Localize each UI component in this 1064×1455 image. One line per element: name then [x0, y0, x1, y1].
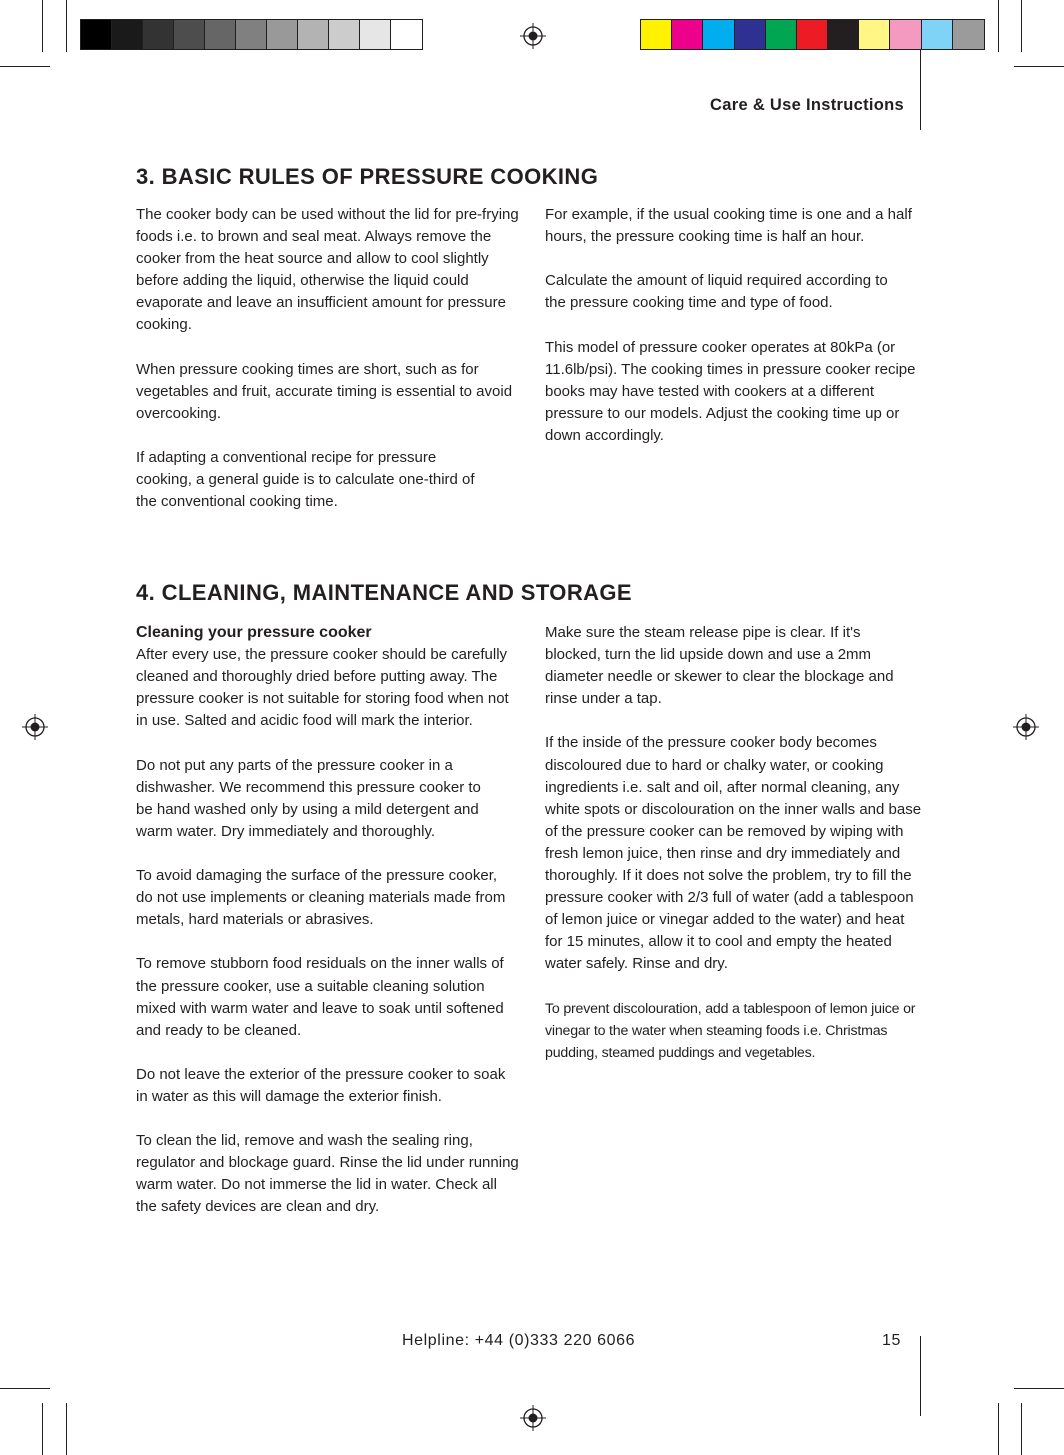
- color-swatch: [953, 20, 984, 49]
- paragraph: For example, if the usual cooking time is one and a half hours, the pressure cooking time is half an hour.: [545, 206, 912, 246]
- color-swatch: [205, 20, 236, 49]
- color-bar: [640, 19, 985, 50]
- paragraph: To avoid damaging the surface of the pressure cooker, do not use implements or cleaning materials made from metals, hard materials or abrasives.: [136, 867, 506, 929]
- color-swatch: [360, 20, 391, 49]
- registration-target-icon: [520, 1405, 546, 1431]
- crop-mark: [1021, 1403, 1022, 1455]
- paragraph: Calculate the amount of liquid required according to the pressure cooking time and type of food.: [545, 272, 888, 312]
- paragraph: Make sure the steam release pipe is clear. If it's blocked, turn the lid upside down and use a 2mm diameter needle or skewer to clear the blockage and rinse under a tap.: [545, 624, 894, 708]
- section-3-heading: 3. BASIC RULES OF PRESSURE COOKING: [136, 164, 599, 189]
- color-swatch: [672, 20, 703, 49]
- registration-target-icon: [1013, 714, 1039, 740]
- color-swatch: [391, 20, 422, 49]
- color-swatch: [859, 20, 890, 49]
- color-swatch: [735, 20, 766, 49]
- registration-target-icon: [520, 23, 546, 49]
- page-number: 15: [882, 1332, 901, 1349]
- color-swatch: [797, 20, 828, 49]
- section-4-right-column: [545, 622, 925, 1064]
- crop-mark: [998, 0, 999, 52]
- helpline: Helpline: +44 (0)333 220 6066: [402, 1332, 636, 1349]
- color-swatch: [766, 20, 797, 49]
- color-swatch: [298, 20, 329, 49]
- crop-mark: [1021, 0, 1022, 52]
- registration-target-icon: [22, 714, 48, 740]
- color-swatch: [641, 20, 672, 49]
- crop-mark: [1014, 1388, 1064, 1389]
- paragraph: To clean the lid, remove and wash the sealing ring, regulator and blockage guard. Rinse the lid under running warm water. Do not immerse the lid in water. Check all the safety devices are clean and dry.: [136, 1132, 519, 1216]
- section-4-left-column: [136, 622, 521, 1219]
- crop-mark: [0, 1388, 50, 1389]
- subheading: Cleaning your pressure cooker: [136, 624, 372, 641]
- paragraph: If adapting a conventional recipe for pressure cooking, a general guide is to calculate one-third of the conventional cooking time.: [136, 449, 475, 511]
- color-swatch: [890, 20, 921, 49]
- paragraph: The cooker body can be used without the lid for pre-frying foods i.e. to brown and seal meat. Always remove the cooker from the heat source and allow to cool slightly before adding the liquid, otherwise the liquid could evaporate and leave an insufficient amount for pressure cooking.: [136, 206, 519, 334]
- greyscale-bar: [80, 19, 423, 50]
- color-swatch: [922, 20, 953, 49]
- color-swatch: [81, 20, 112, 49]
- paragraph: If the inside of the pressure cooker body becomes discoloured due to hard or chalky water, or cooking ingredients i.e. salt and oil, after normal cleaning, any white spots or discolouration on the inner walls and base of the pressure cooker can be removed by wiping with fresh lemon juice, then rinse and dry immediately and thoroughly. If it does not solve the problem, try to fill the pressure cooker with 2/3 full of water (add a tablespoon of lemon juice or vinegar added to the water) and heat for 15 minutes, allow it to cool and empty the heated water safely. Rinse and dry.: [545, 734, 922, 973]
- section-4-heading: 4. CLEANING, MAINTENANCE AND STORAGE: [136, 580, 632, 605]
- color-swatch: [112, 20, 143, 49]
- color-swatch: [267, 20, 298, 49]
- section-3-left-column: [136, 204, 521, 513]
- color-swatch: [828, 20, 859, 49]
- crop-mark: [1014, 66, 1064, 67]
- color-swatch: [174, 20, 205, 49]
- crop-mark: [42, 0, 43, 52]
- paragraph: Do not put any parts of the pressure cooker in a dishwasher. We recommend this pressure cooker to be hand washed only by using a mild detergent and warm water. Dry immediately and thoroughly.: [136, 756, 481, 840]
- color-swatch: [329, 20, 360, 49]
- page-header-title: Care & Use Instructions: [710, 96, 904, 114]
- paragraph: After every use, the pressure cooker should be carefully cleaned and thoroughly dried before putting away. The pressure cooker is not suitable for storing food when not in use. Salted and acidic food will mark the interior.: [136, 646, 509, 730]
- header-divider: [920, 50, 921, 130]
- color-swatch: [143, 20, 174, 49]
- paragraph: This model of pressure cooker operates at 80kPa (or 11.6lb/psi). The cooking times in pressure cooker recipe books may have tested with cookers at a different pressure to our models. Adjust the cooking time up or down accordingly.: [545, 338, 916, 444]
- footer-divider: [920, 1336, 921, 1416]
- color-swatch: [703, 20, 734, 49]
- paragraph: Do not leave the exterior of the pressure cooker to soak in water as this will damage the exterior finish.: [136, 1065, 506, 1105]
- crop-mark: [998, 1403, 999, 1455]
- paragraph: To remove stubborn food residuals on the inner walls of the pressure cooker, use a suitable cleaning solution mixed with warm water and leave to soak until softened and ready to be cleaned.: [136, 955, 504, 1039]
- crop-mark: [42, 1403, 43, 1455]
- color-swatch: [236, 20, 267, 49]
- paragraph: When pressure cooking times are short, such as for vegetables and fruit, accurate timing is essential to avoid overcooking.: [136, 360, 513, 422]
- crop-mark: [0, 66, 50, 67]
- section-3-right-column: [545, 204, 930, 447]
- crop-mark: [66, 1403, 67, 1455]
- crop-mark: [66, 0, 67, 52]
- paragraph: To prevent discolouration, add a tablespoon of lemon juice or vinegar to the water when steaming foods i.e. Christmas pudding, steamed puddings and vegetables.: [545, 1000, 916, 1061]
